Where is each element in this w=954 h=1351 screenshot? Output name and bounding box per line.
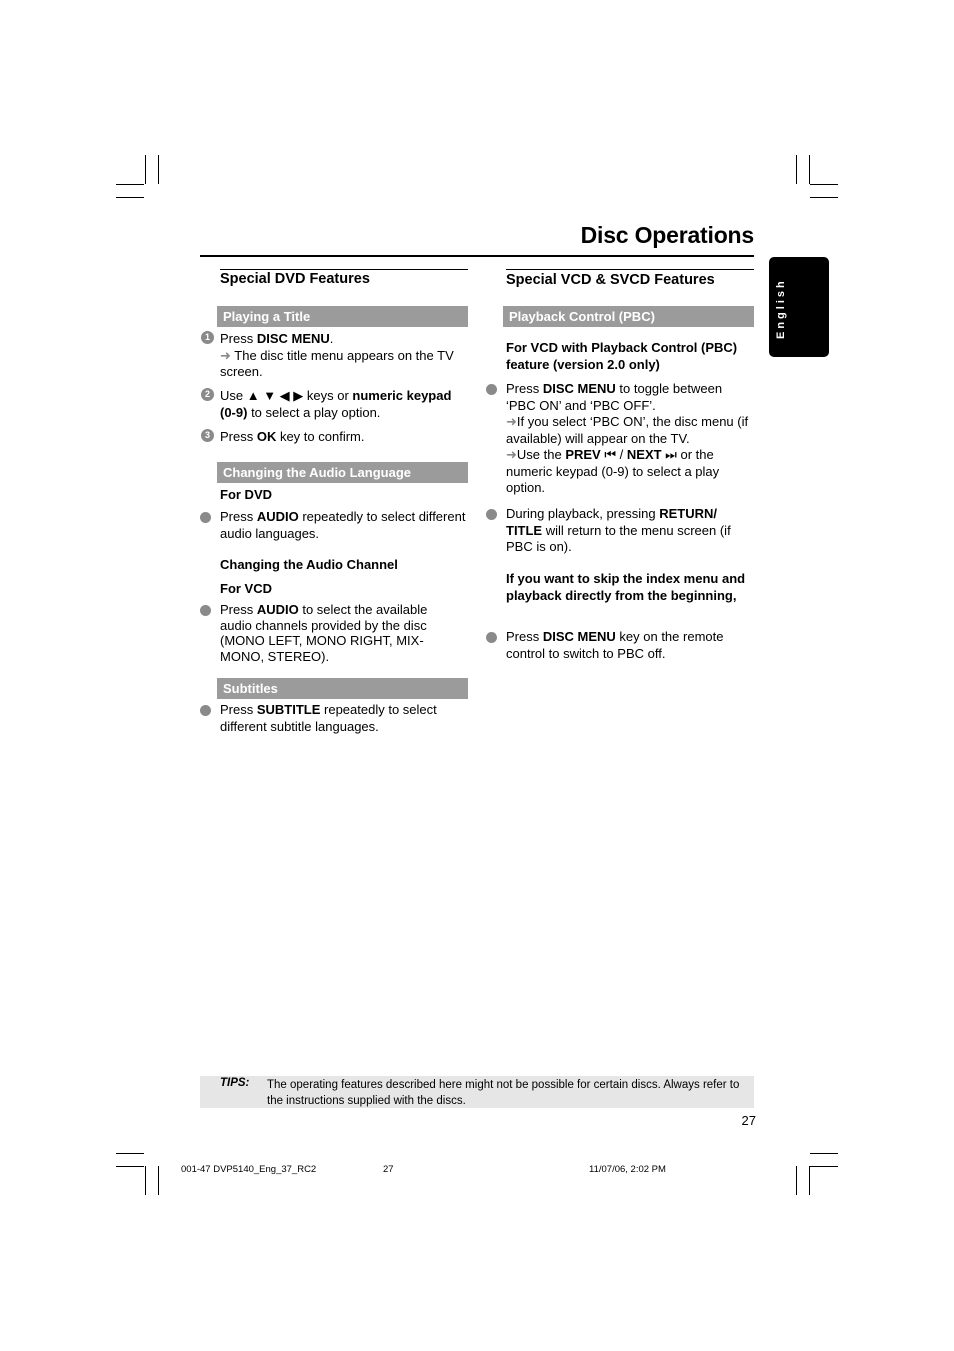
for-dvd-label: For DVD — [220, 487, 272, 502]
next-icon: ⏭ — [661, 447, 677, 462]
bullet-icon — [200, 512, 211, 523]
key-name: RETURN/ TITLE — [506, 506, 717, 538]
audio-channel-heading: Changing the Audio Channel — [220, 557, 398, 572]
crop-mark — [116, 197, 144, 198]
crop-mark — [809, 155, 810, 184]
key-name: SUBTITLE — [256, 702, 321, 717]
key-name: AUDIO — [256, 509, 299, 524]
crop-mark — [796, 155, 797, 184]
item-text: to select the available audio channels provided by the disc (MONO LEFT, MONO RIGHT, MIX-MONO, STEREO). — [220, 602, 428, 664]
item-note: If you select ‘PBC ON’, the disc menu (if available) will appear on the TV. — [506, 414, 749, 446]
subsection-bar-playing-title: Playing a Title — [217, 306, 468, 327]
crop-mark — [796, 1166, 797, 1195]
key-name: numeric keypad (0-9) — [220, 388, 452, 420]
subtitles-item — [220, 702, 468, 735]
step-text: to select a play option. — [247, 404, 381, 420]
key-name: DISC MENU — [542, 629, 616, 644]
section-heading-dvd: Special DVD Features — [220, 271, 370, 287]
step-3 — [220, 429, 468, 446]
step-number-icon: 2 — [201, 388, 214, 401]
item-text: key on the remote control to switch to PBC off. — [506, 629, 724, 661]
tips-label: TIPS: — [220, 1077, 250, 1089]
pbc-item-3 — [506, 629, 754, 662]
footer-page: 27 — [383, 1164, 394, 1175]
bullet-icon — [200, 705, 211, 716]
subsection-bar-subtitles: Subtitles — [217, 678, 468, 699]
crop-mark — [809, 1166, 810, 1195]
language-tab-label: English — [775, 278, 787, 339]
skip-index-heading: If you want to skip the index menu and playback directly from the beginning, — [506, 571, 746, 603]
step-text: Press — [220, 331, 257, 346]
item-text: repeatedly to select different audio languages. — [220, 509, 466, 541]
crop-mark — [145, 1166, 146, 1195]
item-text: Press — [220, 702, 257, 717]
bullet-icon — [200, 605, 211, 616]
crop-mark — [810, 1166, 838, 1167]
prev-icon: ⏮ / — [600, 447, 627, 462]
arrow-icon: ➜ — [506, 447, 517, 462]
item-text: Press — [506, 381, 543, 396]
tips-box — [200, 1076, 754, 1108]
item-text: to toggle between ‘PBC ON’ and ‘PBC OFF’. — [506, 381, 723, 413]
crop-mark — [116, 1153, 144, 1154]
crop-mark — [810, 1153, 838, 1154]
pbc-item-2 — [506, 506, 754, 556]
step-text: key to confirm. — [276, 429, 365, 444]
crop-mark — [116, 184, 144, 185]
tips-text: The operating features described here might not be possible for certain discs. Always refer to the instructions supplied with the discs. — [267, 1079, 740, 1107]
step-text: Press — [220, 429, 257, 444]
page-number: 27 — [741, 1113, 756, 1128]
item-text: Press — [506, 629, 543, 644]
crop-mark — [810, 197, 838, 198]
step-number-icon: 1 — [201, 331, 214, 344]
crop-mark — [158, 1166, 159, 1195]
subsection-bar-pbc: Playback Control (PBC) — [503, 306, 754, 327]
key-name: NEXT — [626, 447, 662, 462]
crop-mark — [158, 155, 159, 184]
bullet-icon — [486, 384, 497, 395]
arrow-icon: ➜ — [506, 414, 517, 429]
pbc-item-1 — [506, 381, 754, 497]
audio-channel-item — [220, 602, 442, 664]
section-rule — [220, 269, 468, 270]
crop-mark — [145, 155, 146, 184]
step-text: . — [329, 331, 334, 346]
bullet-icon — [486, 509, 497, 520]
footer-date: 11/07/06, 2:02 PM — [589, 1164, 666, 1175]
title-rule — [200, 255, 754, 257]
item-note: Use the — [516, 447, 566, 462]
key-name: AUDIO — [256, 602, 299, 617]
key-name: DISC MENU — [256, 331, 330, 346]
audio-language-item — [220, 509, 468, 542]
footer-file: 001-47 DVP5140_Eng_37_RC2 — [181, 1164, 317, 1175]
step-note: The disc title menu appears on the TV screen. — [220, 347, 454, 379]
step-1 — [220, 331, 468, 381]
step-number-icon: 3 — [201, 429, 214, 442]
key-name: PREV — [565, 447, 601, 462]
for-vcd-label: For VCD — [220, 581, 272, 596]
step-2 — [220, 388, 468, 421]
section-rule — [506, 269, 754, 270]
item-text: Press — [220, 509, 257, 524]
item-note: or the numeric keypad (0-9) to select a play option. — [506, 447, 720, 495]
item-text: repeatedly to select different subtitle languages. — [220, 702, 437, 734]
item-text: will return to the menu screen (if PBC is on). — [506, 522, 731, 554]
item-text: Press — [220, 602, 257, 617]
key-name: OK — [256, 429, 277, 444]
item-text: During playback, pressing — [506, 506, 660, 521]
bullet-icon — [486, 632, 497, 643]
step-text: Use ▲ ▼ ◀ ▶ keys or — [220, 388, 353, 403]
crop-mark — [810, 184, 838, 185]
pbc-intro: For VCD with Playback Control (PBC) feature (version 2.0 only) — [506, 340, 738, 372]
language-tab — [769, 257, 829, 357]
crop-mark — [116, 1166, 144, 1167]
page-title: Disc Operations — [580, 222, 754, 248]
arrow-icon: ➜ — [220, 347, 231, 363]
key-name: DISC MENU — [542, 381, 616, 396]
section-heading-vcd: Special VCD & SVCD Features — [506, 272, 715, 288]
subsection-bar-audio-language: Changing the Audio Language — [217, 462, 468, 483]
